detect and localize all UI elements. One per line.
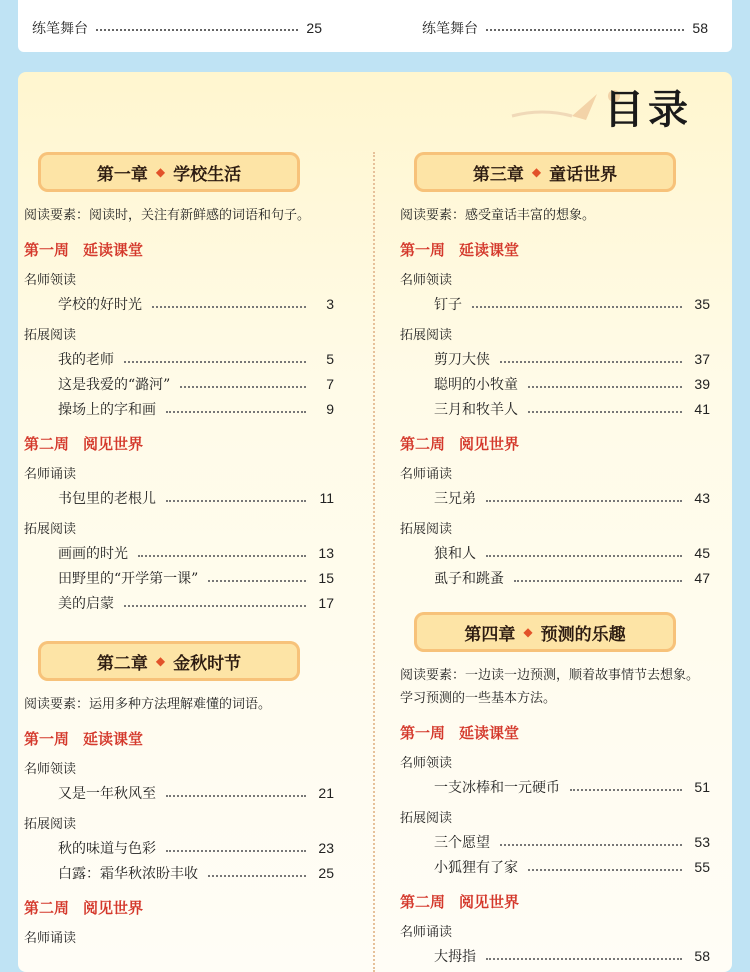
week-label: 第一周 xyxy=(24,241,70,259)
spacer xyxy=(400,590,710,612)
chapter-heading[interactable] xyxy=(414,152,676,192)
week-title: 阅见世界 xyxy=(83,899,144,917)
leader-dots xyxy=(166,411,306,413)
bullet-icon: ◆ xyxy=(531,165,542,179)
toc-entry[interactable] xyxy=(400,371,710,396)
week-label: 第二周 xyxy=(400,893,446,911)
week-heading[interactable] xyxy=(400,239,710,261)
leader-dots xyxy=(208,875,306,877)
entry-title: 练笔舞台 xyxy=(422,21,478,37)
week-label: 第二周 xyxy=(400,435,446,453)
page-number: 53 xyxy=(694,833,710,850)
category-label: 拓展阅读 xyxy=(400,522,453,537)
week-title: 延读课堂 xyxy=(459,241,520,259)
entry-title: 美的启蒙 xyxy=(58,595,114,612)
entry-title: 三兄弟 xyxy=(434,490,476,507)
leader-dots xyxy=(486,29,684,31)
entry-title: 大拇指 xyxy=(434,948,476,965)
category-label: 名师诵读 xyxy=(24,931,77,946)
previous-page-strip xyxy=(18,0,732,52)
leader-dots xyxy=(514,580,682,582)
chapter-theme: 预测的乐趣 xyxy=(540,624,626,645)
page-number: 55 xyxy=(694,858,710,875)
category-label: 名师领读 xyxy=(24,273,77,288)
week-heading[interactable] xyxy=(400,722,710,744)
toc-page xyxy=(18,72,732,972)
chapter-theme: 金秋时节 xyxy=(173,653,242,674)
page-number: 47 xyxy=(694,569,710,586)
week-label: 第一周 xyxy=(400,241,446,259)
week-title: 阅见世界 xyxy=(459,893,520,911)
week-title: 延读课堂 xyxy=(83,730,144,748)
page-number: 21 xyxy=(318,784,334,801)
toc-entry[interactable] xyxy=(400,943,710,968)
category-label: 拓展阅读 xyxy=(400,328,453,343)
page-number: 17 xyxy=(318,594,334,611)
leader-dots xyxy=(208,580,306,582)
chapter-number: 第一章 xyxy=(96,164,148,185)
toc-entry[interactable] xyxy=(400,829,710,854)
page-number: 3 xyxy=(326,295,334,312)
right-column xyxy=(400,152,710,968)
category-label: 名师领读 xyxy=(24,762,77,777)
page-number: 25 xyxy=(318,864,334,881)
week-heading[interactable] xyxy=(24,728,334,750)
week-title: 延读课堂 xyxy=(83,241,144,259)
toc-entry[interactable] xyxy=(400,396,710,421)
leader-dots xyxy=(528,411,682,413)
week-title: 阅见世界 xyxy=(83,435,144,453)
page-number: 45 xyxy=(694,544,710,561)
page-number: 43 xyxy=(694,489,710,506)
reading-requirement: 阅读要素：阅读时，关注有新鲜感的词语和句子。 xyxy=(24,208,311,223)
toc-entry[interactable] xyxy=(24,485,334,510)
leader-dots xyxy=(180,386,306,388)
entry-title: 三个愿望 xyxy=(434,834,490,851)
week-heading[interactable] xyxy=(400,433,710,455)
week-label: 第一周 xyxy=(24,730,70,748)
page-number: 13 xyxy=(318,544,334,561)
chapter-heading[interactable] xyxy=(38,152,300,192)
week-heading[interactable] xyxy=(400,891,710,913)
entry-title: 操场上的字和画 xyxy=(58,401,156,418)
reading-requirement: 阅读要素：一边读一边预测，顺着故事情节去想象。学习预测的一些基本方法。 xyxy=(400,668,700,706)
page-title: 目录 xyxy=(604,87,692,133)
entry-title: 小狐狸有了家 xyxy=(434,859,518,876)
bullet-icon: ◆ xyxy=(155,654,166,668)
week-label: 第二周 xyxy=(24,899,70,917)
toc-entry[interactable] xyxy=(24,835,334,860)
page-number: 7 xyxy=(326,375,334,392)
leader-dots xyxy=(500,844,682,846)
toc-entry[interactable] xyxy=(400,854,710,879)
page-number: 58 xyxy=(694,947,710,964)
week-label: 第二周 xyxy=(24,435,70,453)
toc-entry[interactable] xyxy=(400,346,710,371)
entry-title: 三月和牧羊人 xyxy=(434,401,518,418)
leader-dots xyxy=(166,795,306,797)
page-number: 5 xyxy=(326,350,334,367)
category-label: 名师领读 xyxy=(400,273,453,288)
entry-title: 又是一年秋风至 xyxy=(58,785,156,802)
leader-dots xyxy=(486,555,682,557)
leader-dots xyxy=(528,386,682,388)
category-label: 拓展阅读 xyxy=(24,328,77,343)
left-column xyxy=(24,152,334,949)
column-divider xyxy=(373,152,375,972)
page-number: 25 xyxy=(306,20,322,36)
leader-dots xyxy=(138,555,306,557)
page-number: 37 xyxy=(694,350,710,367)
week-title: 延读课堂 xyxy=(459,724,520,742)
toc-entry[interactable] xyxy=(400,485,710,510)
week-heading[interactable] xyxy=(24,897,334,919)
toc-entry[interactable] xyxy=(400,774,710,799)
page-number: 58 xyxy=(692,20,708,36)
reading-requirement: 阅读要素：感受童话丰富的想象。 xyxy=(400,208,596,223)
page-number: 51 xyxy=(694,778,710,795)
week-label: 第一周 xyxy=(400,724,446,742)
entry-title: 剪刀大侠 xyxy=(434,351,490,368)
entry-title: 练笔舞台 xyxy=(32,21,88,37)
week-title: 阅见世界 xyxy=(459,435,520,453)
toc-entry[interactable] xyxy=(24,780,334,805)
week-heading[interactable] xyxy=(24,239,334,261)
page-number: 23 xyxy=(318,839,334,856)
leader-dots xyxy=(124,361,306,363)
leader-dots xyxy=(166,500,306,502)
leader-dots xyxy=(472,306,682,308)
entry-title: 钉子 xyxy=(434,296,462,313)
category-label: 名师领读 xyxy=(400,756,453,771)
category-label: 名师诵读 xyxy=(400,467,453,482)
entry-title: 我的老师 xyxy=(58,351,114,368)
week-heading[interactable] xyxy=(24,433,334,455)
leader-dots xyxy=(486,500,682,502)
category-label: 名师诵读 xyxy=(24,467,77,482)
page-number: 35 xyxy=(694,295,710,312)
leader-dots xyxy=(570,789,682,791)
bullet-icon: ◆ xyxy=(523,625,533,639)
toc-entry[interactable] xyxy=(24,371,334,396)
entry-title: 画画的时光 xyxy=(58,545,128,562)
chapter-number: 第四章 xyxy=(464,624,516,645)
entry-title: 虱子和跳蚤 xyxy=(434,570,504,587)
chapter-theme: 学校生活 xyxy=(173,164,242,185)
leader-dots xyxy=(166,850,306,852)
chapter-heading[interactable] xyxy=(414,612,676,652)
toc-entry[interactable] xyxy=(24,291,334,316)
chapter-number: 第三章 xyxy=(472,164,524,185)
toc-entry[interactable] xyxy=(32,18,322,38)
entry-title: 书包里的老根儿 xyxy=(58,490,156,507)
leader-dots xyxy=(96,29,298,31)
page-number: 39 xyxy=(694,375,710,392)
entry-title: 狼和人 xyxy=(434,545,476,562)
entry-title: 秋的味道与色彩 xyxy=(58,840,156,857)
leader-dots xyxy=(152,306,306,308)
entry-title: 学校的好时光 xyxy=(58,296,142,313)
category-label: 拓展阅读 xyxy=(24,817,77,832)
toc-entry[interactable] xyxy=(24,590,334,615)
leader-dots xyxy=(486,958,682,960)
toc-entry[interactable] xyxy=(400,565,710,590)
page-number: 41 xyxy=(694,400,710,417)
toc-entry[interactable] xyxy=(422,18,708,38)
entry-title: 田野里的“开学第一课” xyxy=(58,570,199,587)
chapter-heading[interactable] xyxy=(38,641,300,681)
spacer xyxy=(24,615,334,641)
leader-dots xyxy=(124,605,306,607)
page-number: 15 xyxy=(318,569,334,586)
entry-title: 白露：霜华秋浓盼丰收 xyxy=(58,865,198,882)
toc-entry[interactable] xyxy=(400,291,710,316)
toc-entry[interactable] xyxy=(24,396,334,421)
toc-entry[interactable] xyxy=(24,346,334,371)
bullet-icon: ◆ xyxy=(155,165,166,179)
toc-entry[interactable] xyxy=(400,540,710,565)
leader-dots xyxy=(500,361,682,363)
category-label: 拓展阅读 xyxy=(400,811,453,826)
reading-requirement: 阅读要素：运用多种方法理解难懂的词语。 xyxy=(24,697,272,712)
toc-entry[interactable] xyxy=(24,860,334,885)
toc-entry[interactable] xyxy=(24,565,334,590)
chapter-theme: 童话世界 xyxy=(549,164,618,185)
chapter-number: 第二章 xyxy=(96,653,148,674)
page-number: 9 xyxy=(326,400,334,417)
entry-title: 这是我爱的“潞河” xyxy=(58,376,171,393)
page-number: 11 xyxy=(319,489,334,506)
category-label: 拓展阅读 xyxy=(24,522,77,537)
entry-title: 聪明的小牧童 xyxy=(434,376,518,393)
category-label: 名师诵读 xyxy=(400,925,453,940)
entry-title: 一支冰棒和一元硬币 xyxy=(434,779,560,796)
leader-dots xyxy=(528,869,682,871)
toc-entry[interactable] xyxy=(24,540,334,565)
